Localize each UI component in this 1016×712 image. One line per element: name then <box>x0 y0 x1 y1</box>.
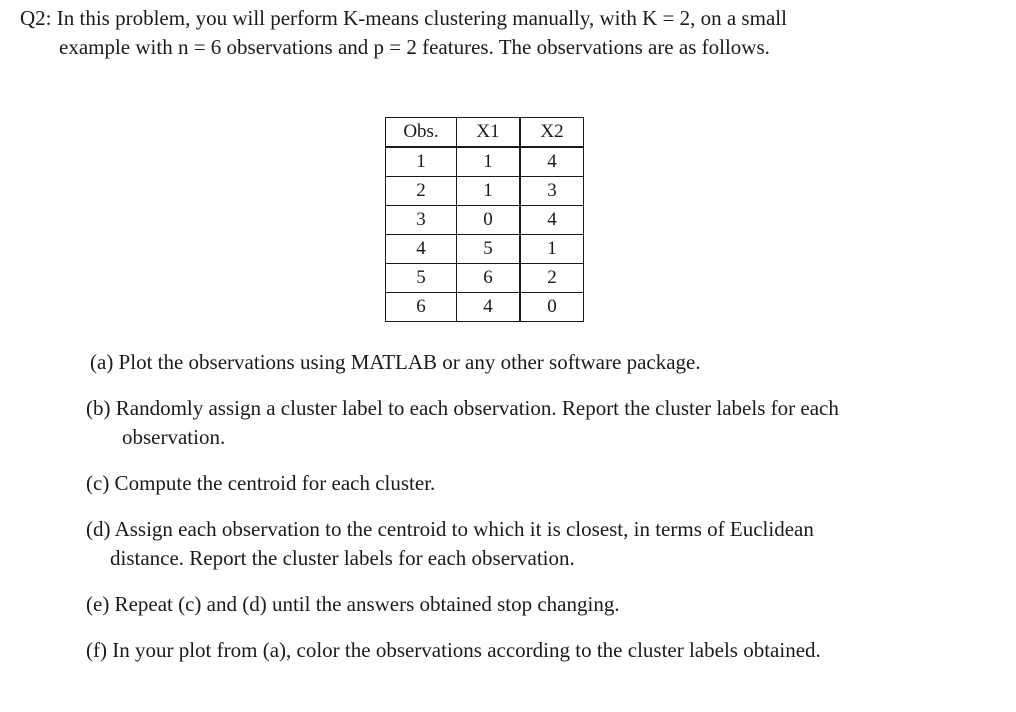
cell-obs: 3 <box>386 206 457 235</box>
cell-x1: 1 <box>457 177 521 206</box>
header-x1: X1 <box>457 118 521 148</box>
question-line-1: Q2: In this problem, you will perform K-means clustering manually, with K = 2, on a small <box>20 6 787 30</box>
cell-x2: 2 <box>520 264 584 293</box>
table-row <box>386 177 584 206</box>
part-f: (f) In your plot from (a), color the observations according to the cluster labels obtained. <box>86 638 821 662</box>
cell-x1: 6 <box>457 264 521 293</box>
cell-obs: 4 <box>386 235 457 264</box>
table-row <box>386 235 584 264</box>
cell-x2: 3 <box>520 177 584 206</box>
table-header-row <box>386 118 584 148</box>
header-x2: X2 <box>520 118 584 148</box>
cell-obs: 1 <box>386 147 457 177</box>
observations-table <box>385 117 584 322</box>
table-row <box>386 293 584 322</box>
part-e: (e) Repeat (c) and (d) until the answers obtained stop changing. <box>86 592 620 616</box>
cell-x2: 4 <box>520 206 584 235</box>
part-d <box>86 515 986 573</box>
cell-x1: 1 <box>457 147 521 177</box>
question-statement <box>20 4 980 62</box>
cell-obs: 6 <box>386 293 457 322</box>
part-b <box>86 394 986 452</box>
part-b-line-1: (b) Randomly assign a cluster label to each observation. Report the cluster labels for each <box>86 396 839 420</box>
part-a: (a) Plot the observations using MATLAB or any other software package. <box>90 350 701 374</box>
header-obs: Obs. <box>386 118 457 148</box>
table-row <box>386 206 584 235</box>
cell-x1: 0 <box>457 206 521 235</box>
question-line-2: example with n = 6 observations and p = 2 features. The observations are as follows. <box>59 35 770 59</box>
part-d-line-1: (d) Assign each observation to the centroid to which it is closest, in terms of Euclidean <box>86 517 814 541</box>
cell-obs: 5 <box>386 264 457 293</box>
table-row <box>386 147 584 177</box>
cell-x1: 4 <box>457 293 521 322</box>
table-row <box>386 264 584 293</box>
cell-x1: 5 <box>457 235 521 264</box>
cell-x2: 4 <box>520 147 584 177</box>
part-b-line-2: observation. <box>122 425 226 449</box>
cell-x2: 1 <box>520 235 584 264</box>
cell-x2: 0 <box>520 293 584 322</box>
cell-obs: 2 <box>386 177 457 206</box>
part-c: (c) Compute the centroid for each cluster. <box>86 471 436 495</box>
question-parts <box>86 348 986 682</box>
part-d-line-2: distance. Report the cluster labels for each observation. <box>110 546 575 570</box>
